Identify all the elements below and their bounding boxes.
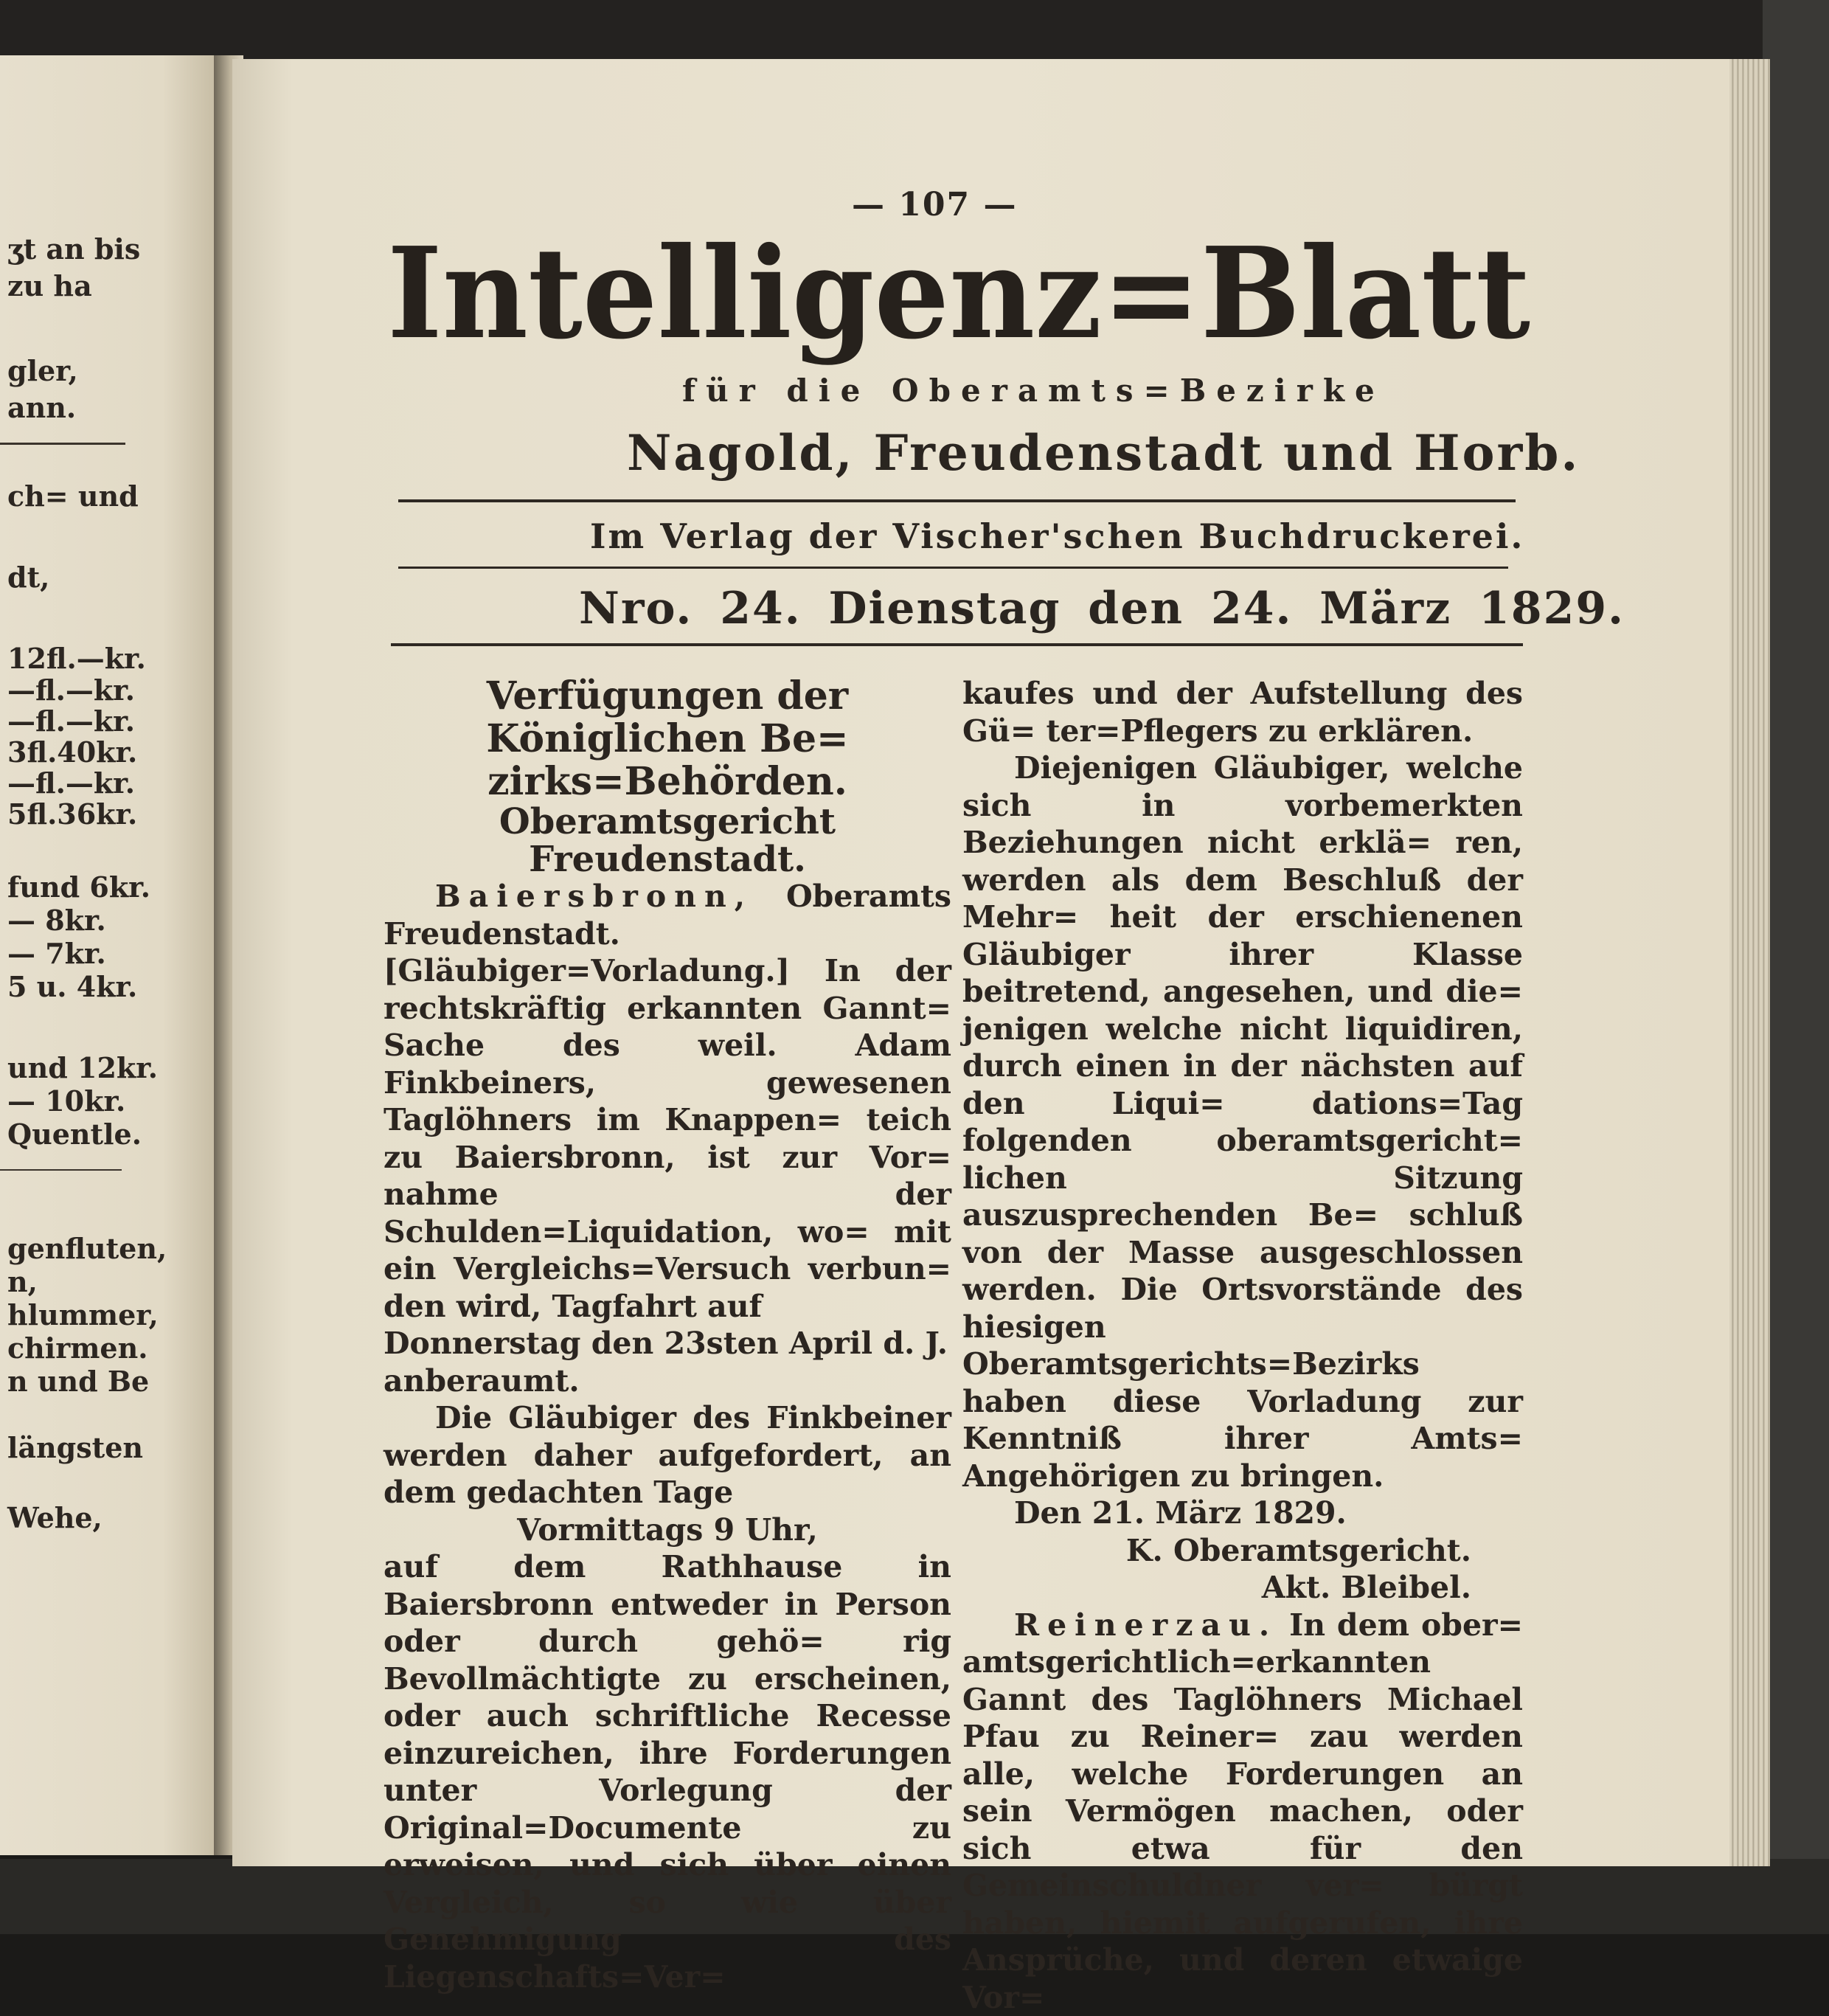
left-line: ann. [7,391,76,424]
masthead-text: Intelligenz=Blatt [387,220,1530,367]
continuation-paragraph: kaufes und der Aufstellung des Gü= ter=Pflegers zu erklären. [962,675,1523,749]
left-line: — 10kr. [7,1084,125,1118]
instructions-paragraph: auf dem Rathhause in Baiersbronn entweder in Person oder durch gehö= rig Bevollmächtigte zu erscheinen, oder auch schriftliche Recesse einzureichen, ihre Forderungen unter Vorlegung der Original=Documente zu erweisen, und sich über einen Vergleich, so wie über Genehmigung des Liegenschafts=Ver= [384,1548,951,1995]
left-line: chirmen. [7,1331,148,1365]
left-line: n und Be [7,1365,149,1398]
anberaumt-text: anberaumt. [384,1362,951,1400]
left-line: 5fl.36kr. [7,797,137,831]
left-line: und 12kr. [7,1051,158,1084]
left-rule [0,443,125,445]
rule-bottom [391,643,1523,646]
left-line: dt, [7,561,49,594]
section-heading: Verfügungen der Königlichen Be= zirks=Behörden. [384,675,951,803]
left-line: 5 u. 4kr. [7,970,137,1003]
rule-top [398,499,1516,502]
left-line: Wehe, [7,1501,103,1534]
left-line: ʒt an bis [7,232,140,266]
left-rule [0,1169,122,1171]
left-line: — 8kr. [7,904,106,937]
dateline: Den 21. März 1829. [962,1494,1523,1532]
hearing-date: Donnerstag den 23sten April d. J. [384,1325,951,1362]
notice-body: Oberamts Freudenstadt. [Gläubiger=Vorladung.] In der rechtskräftig erkannten Gannt= Sache des weil. Adam Finkbeiners, gewesenen Taglöhners im Knappen= teich zu Baiersbronn, ist zur Vor= nahme der Schulden=Liquidation, wo= mit ein Vergleichs=Versuch verbun= den wird, Tagfahrt auf [384,879,951,1324]
left-page-fragment [0,55,232,1855]
left-line: fund 6kr. [7,870,150,904]
left-line: 3fl.40kr. [7,735,137,769]
place-name: Reinerzau. [1014,1607,1277,1643]
scanner-background-right [1763,0,1829,1934]
column-left [384,675,951,1995]
place-name: Baiersbronn, [435,879,753,914]
court-heading: Oberamtsgericht Freudenstadt. [384,803,951,878]
creditors-paragraph: Die Gläubiger des Finkbeiner werden daher aufgefordert, an dem gedachten Tage [384,1399,951,1511]
districts-line: Nagold, Freudenstadt und Horb. [627,424,1580,482]
left-line: Quentle. [7,1118,142,1151]
notice-baiersbronn [384,878,951,1325]
signature-name: Akt. Bleibel. [962,1569,1523,1607]
left-line: längsten [7,1431,143,1464]
issue-line: Nro. 24. Dienstag den 24. März 1829. [579,583,1625,634]
left-line: —fl.—kr. [7,673,135,707]
scanner-background-top [0,0,1829,66]
left-line: — 7kr. [7,937,106,970]
left-line: n, [7,1265,38,1298]
notice-reinerzau [962,1607,1523,2016]
left-line: 12fl.—kr. [7,642,146,675]
left-line: genfluten, [7,1232,167,1265]
rule-mid [398,567,1508,569]
notice-body: In dem ober= amtsgerichtlich=erkannten Gannt des Taglöhners Michael Pfau zu Reiner= zau werden alle, welche Forderungen an sein Vermögen machen, oder sich etwa für den Gemeinschuldner ver= bürgt haben, hiemit aufgerufen, ihre Ansprüche, und deren etwaige Vor= [962,1607,1523,2015]
publisher-line: Im Verlag der Vischer'schen Buchdruckerei. [590,516,1524,556]
left-line: —fl.—kr. [7,766,135,800]
left-line: gler, [7,354,78,387]
left-line: —fl.—kr. [7,704,135,738]
left-line: ch= und [7,479,139,513]
masthead-title [380,225,1538,365]
page-number: — 107 — [852,186,1017,224]
left-line: hlummer, [7,1298,159,1331]
non-appearing-paragraph: Diejenigen Gläubiger, welche sich in vorbemerkten Beziehungen nicht erklä= ren, werden als dem Beschluß der Mehr= heit der erschienenen Gläubiger ihrer Klasse beitretend, angesehen, und die= jenigen welche nicht liquidiren, durch einen in der nächsten auf den Liqui= dations=Tag folgenden oberamtsgericht= lichen Sitzung auszusprechenden Be= schluß von der Masse ausgeschlossen werden. Die Ortsvorstände des hiesigen Oberamtsgerichts=Bezirks haben diese Vorladung zur Kenntniß ihrer Amts= Angehörigen zu bringen. [962,749,1523,1494]
subtitle: für die Oberamts=Bezirke [682,373,1385,409]
hearing-time: Vormittags 9 Uhr, [384,1511,951,1549]
left-line: zu ha [7,269,92,302]
column-right [962,675,1523,2016]
signature-court: K. Oberamtsgericht. [962,1532,1523,1570]
